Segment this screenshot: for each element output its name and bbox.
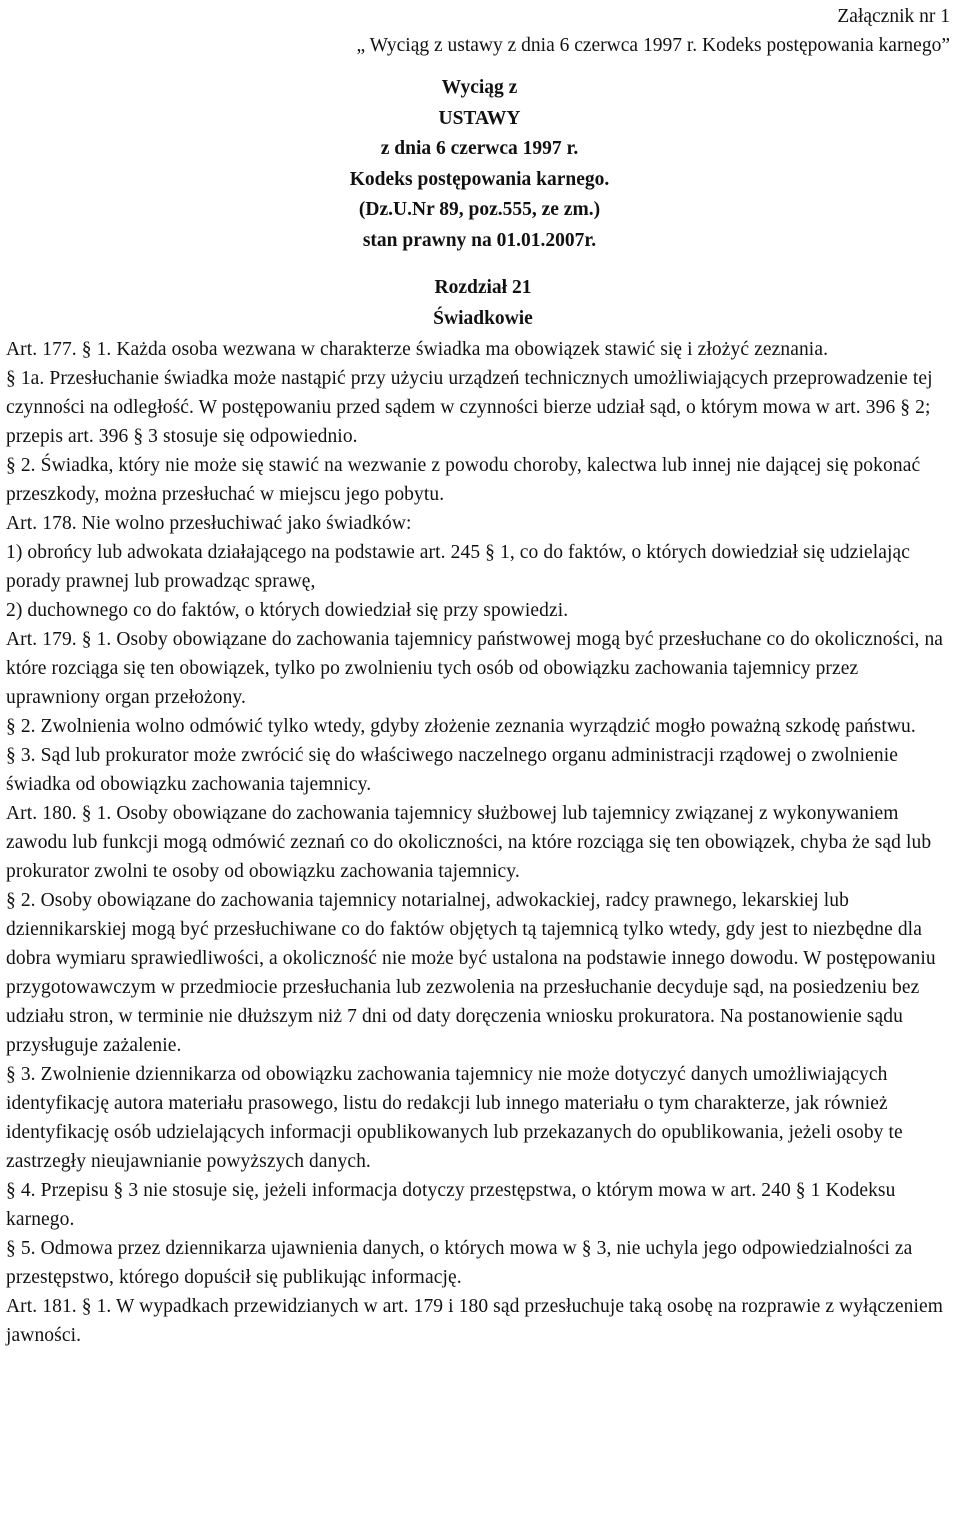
paragraph-art-179-1: Art. 179. § 1. Osoby obowiązane do zachowania tajemnicy państwowej mogą być przesłuchane co do okoliczności, na które rozciąga się ten obowiązek, tylko po zwolnieniu tych osób od obowiązku zachowania tajemnicy przez uprawniony organ przełożony. — [6, 629, 944, 708]
paragraph-art-180-1: Art. 180. § 1. Osoby obowiązane do zachowania tajemnicy służbowej lub tajemnicy związanej z wykonywaniem zawodu lub funkcji mogą odmówić zeznań co do okoliczności, na które rozciąga się ten obowiązek, chyba że sąd lub prokurator zwolni te osoby od obowiązku zachowania tajemnicy. — [6, 803, 932, 882]
paragraph-art-178: Art. 178. Nie wolno przesłuchiwać jako świadków: — [6, 513, 412, 534]
paragraph-art-178-item-2: 2) duchownego co do faktów, o których dowiedział się przy spowiedzi. — [6, 600, 569, 621]
paragraph-art-180-2: § 2. Osoby obowiązane do zachowania tajemnicy notarialnej, adwokackiej, radcy prawnego, lekarskiej lub dziennikarskiej mogą być przesłuchiwane co do faktów objętych tą tajemnicą tylko wtedy, gdy jest to niezbędne dla dobra wymiaru sprawiedliwości, a okoliczność nie może być ustalona na podstawie innego dowodu. W postępowaniu przygotowawczym w przedmiocie przesłuchania lub zezwolenia na przesłuchanie decyduje sąd, na posiedzeniu bez udziału stron, w terminie nie dłuższym niż 7 dni od daty doręczenia wniosku prokuratora. Na postanowienie sądu przysługuje zażalenie. — [6, 890, 936, 1056]
paragraph-art-180-4: § 4. Przepisu § 3 nie stosuje się, jeżeli informacja dotyczy przestępstwa, o którym mowa w art. 240 § 1 Kodeksu karnego. — [6, 1180, 896, 1230]
annex-label: Załącznik nr 1 — [837, 6, 950, 27]
document-body — [6, 335, 952, 1350]
title-line: Kodeks postępowania karnego. — [349, 168, 610, 190]
paragraph-art-179-3: § 3. Sąd lub prokurator może zwrócić się do właściwego naczelnego organu administracji rządowej o zwolnienie świadka od obowiązku zachowania tajemnicy. — [6, 745, 898, 795]
document-page — [6, 0, 952, 1350]
chapter-number: Rozdział 21 — [434, 277, 532, 298]
document-header — [6, 2, 952, 60]
paragraph-art-178-item-1: 1) obrońcy lub adwokata działającego na podstawie art. 245 § 1, co do faktów, o których dowiedział się udzielając porady prawnej lub prowadząc sprawę, — [6, 542, 911, 592]
paragraph-art-177-1a: § 1a. Przesłuchanie świadka może nastąpić przy użyciu urządzeń technicznych umożliwiających przeprowadzenie tej czynności na odległość. W postępowaniu przed sądem w czynności bierze udział sąd, o którym mowa w art. 396 § 2; przepis art. 396 § 3 stosuje się odpowiednio. — [6, 368, 933, 447]
document-subtitle: „ Wyciąg z ustawy z dnia 6 czerwca 1997 r. Kodeks postępowania karnego” — [356, 35, 950, 56]
title-line: Wyciąg z — [441, 77, 518, 98]
title-line: USTAWY — [438, 107, 521, 129]
act-title — [6, 73, 952, 256]
paragraph-art-181-1: Art. 181. § 1. W wypadkach przewidzianych w art. 179 i 180 sąd przesłuchuje taką osobę na rozprawie z wyłączeniem jawności. — [6, 1296, 944, 1346]
paragraph-art-180-3: § 3. Zwolnienie dziennikarza od obowiązku zachowania tajemnicy nie może dotyczyć danych umożliwiających identyfikację autora materiału prasowego, listu do redakcji lub innego materiału o tym charakterze, jak również identyfikację osób udzielających informacji opublikowanych lub przekazanych do opublikowania, jeżeli osoby te zastrzegły nieujawnianie powyższych danych. — [6, 1064, 903, 1172]
chapter-heading — [6, 273, 952, 334]
paragraph-art-177-2: § 2. Świadka, który nie może się stawić na wezwanie z powodu choroby, kalectwa lub innej nie dającej się pokonać przeszkody, można przesłuchać w miejscu jego pobytu. — [6, 455, 921, 505]
title-line: stan prawny na 01.01.2007r. — [362, 229, 597, 251]
paragraph-art-180-5: § 5. Odmowa przez dziennikarza ujawnienia danych, o których mowa w § 3, nie uchyla jego odpowiedzialności za przestępstwo, którego dopuścił się publikując informację. — [6, 1238, 913, 1288]
paragraph-art-179-2: § 2. Zwolnienia wolno odmówić tylko wtedy, gdyby złożenie zeznania wyrządzić mogło poważną szkodę państwu. — [6, 716, 916, 737]
title-line: (Dz.U.Nr 89, poz.555, ze zm.) — [358, 199, 601, 220]
title-line: z dnia 6 czerwca 1997 r. — [380, 138, 579, 159]
chapter-name: Świadkowie — [433, 307, 533, 329]
paragraph-art-177-1: Art. 177. § 1. Każda osoba wezwana w charakterze świadka ma obowiązek stawić się i złożyć zeznania. — [6, 339, 829, 360]
